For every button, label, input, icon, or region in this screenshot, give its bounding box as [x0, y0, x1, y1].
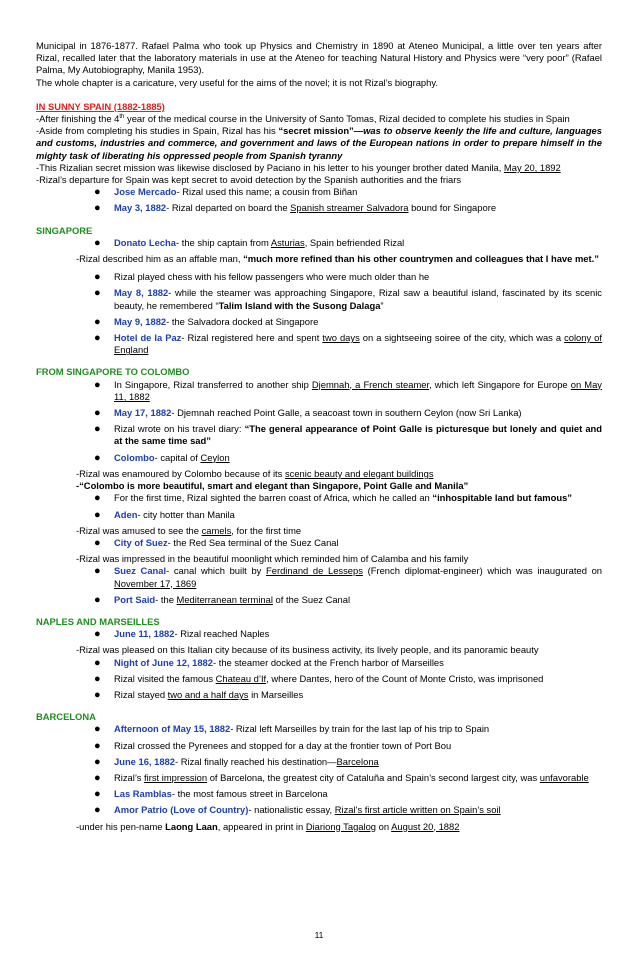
- list-item: ● Hotel de la Paz- Rizal registered here and spent two days on a sightseeing soiree of the city, which was a colony of England: [94, 332, 602, 356]
- text-line: -Rizal was enamoured by Colombo because of its scenic beauty and elegant buildings: [76, 467, 434, 479]
- bullet-list: [36, 537, 602, 549]
- text-line: -Rizal’s departure for Spain was kept secret to avoid detection by the Spanish authorities and the friars: [36, 174, 462, 186]
- bullet-list: [36, 379, 602, 464]
- list-item: ● May 9, 1882- the Salvadora docked at Singapore: [94, 315, 319, 328]
- page-number: 11: [314, 930, 324, 940]
- text-line: -under his pen-name Laong Laan, appeared in print in Diariong Tagalog on August 20, 1882: [76, 820, 460, 832]
- list-item: ● June 16, 1882- Rizal finally reached his destination—Barcelona: [94, 755, 379, 768]
- list-item: ● Rizal crossed the Pyrenees and stopped for a day at the frontier town of Port Bou: [94, 739, 452, 752]
- text-line: -“Colombo is more beautiful, smart and elegant than Singapore, Point Galle and Manila”: [76, 480, 469, 492]
- list-item: ● City of Suez- the Red Sea terminal of the Suez Canal: [94, 536, 339, 549]
- list-item: ● Rizal visited the famous Chateau d’If, where Dantes, hero of the Count of Monte Cristo, was imprisoned: [94, 672, 544, 685]
- text-line: -After finishing the 4th year of the medical course in the University of Santo Tomas, Rizal decided to complete his studies in Spain: [36, 113, 570, 125]
- list-item: ● Las Ramblas- the most famous street in Barcelona: [94, 788, 328, 801]
- list-item: ● Port Said- the Mediterranean terminal of the Suez Canal: [94, 593, 351, 606]
- list-item: ● Aden- city hotter than Manila: [94, 508, 235, 521]
- list-item: ● In Singapore, Rizal transferred to another ship Djemnah, a French steamer, which left Singapore for Europe on May 11, 1882: [94, 378, 602, 402]
- list-item: ● Suez Canal- canal which built by Ferdinand de Lesseps (French diplomat-engineer) which was inaugurated on November 17, 1869: [94, 565, 602, 589]
- list-item: ● Donato Lecha- the ship captain from Asturias, Spain befriended Rizal: [94, 236, 405, 249]
- bullet-list: [36, 628, 602, 640]
- bullet-list: [36, 237, 602, 249]
- bullet-list: [36, 723, 602, 816]
- list-item: ● Colombo- capital of Ceylon: [94, 451, 230, 464]
- section-heading-barcelona: BARCELONA: [36, 711, 96, 723]
- list-item: ● May 17, 1882- Djemnah reached Point Galle, a seacoast town in southern Ceylon (now Sri Lanka): [94, 407, 522, 420]
- list-item: ● Night of June 12, 1882- the steamer docked at the French harbor of Marseilles: [94, 656, 444, 669]
- section-heading-naples: NAPLES AND MARSEILLES: [36, 615, 160, 627]
- list-item: ● June 11, 1882- Rizal reached Naples: [94, 628, 270, 641]
- list-item: ● For the first time, Rizal sighted the barren coast of Africa, which he called an “inhospitable land but famous”: [94, 492, 572, 505]
- list-item: ● Rizal stayed two and a half days in Marseilles: [94, 688, 304, 701]
- list-item: ● May 3, 1882- Rizal departed on board the Spanish streamer Salvadora bound for Singapore: [94, 202, 497, 215]
- text-line: -This Rizalian secret mission was likewise disclosed by Paciano in his letter to his younger brother dated Manila, May 20, 1892: [36, 161, 561, 173]
- intro-paragraph: Municipal in 1876-1877. Rafael Palma who took up Physics and Chemistry in 1890 at Ateneo Municipal, a little over ten years after Rizal, recalled later that the laboratory materials in use at the Ateneo for teaching Natural History and Physics were “very poor” (Rafael Palma, My Autobiography, Manila 1953).: [36, 40, 602, 76]
- bullet-list: [36, 565, 602, 606]
- bullet-list: [36, 657, 602, 702]
- text-line: -Rizal was amused to see the camels, for the first time: [76, 524, 302, 536]
- list-item: ● Afternoon of May 15, 1882- Rizal left Marseilles by train for the last lap of his trip to Spain: [94, 723, 490, 736]
- section-heading-singapore: SINGAPORE: [36, 224, 93, 236]
- intro-paragraph-2: The whole chapter is a caricature, very useful for the aims of the novel; it is not Rizal’s biography.: [36, 76, 438, 88]
- text-line: -Aside from completing his studies in Spain, Rizal has his “secret mission”—was to observe keenly the life and culture, languages and customs, industries and commerce, and government and laws of the European nations in order to prepare himself in the mighty task of liberating his oppressed people from Spanish tyranny: [36, 125, 602, 161]
- bullet-list: [36, 186, 602, 214]
- section-heading-colombo: FROM SINGAPORE TO COLOMBO: [36, 366, 190, 378]
- list-item: ● Rizal’s first impression of Barcelona, the greatest city of Cataluña and Spain’s second largest city, was unfavorable: [94, 771, 589, 784]
- text-line: -Rizal was pleased on this Italian city because of its business activity, its lively people, and its panoramic beauty: [76, 644, 539, 656]
- bullet-list: [36, 492, 602, 520]
- list-item: ● Rizal wrote on his travel diary: “The general appearance of Point Galle is picturesque but lonely and quiet and at the same time sad”: [94, 423, 602, 447]
- list-item: ● Amor Patrio (Love of Country)- nationalistic essay, Rizal’s first article written on Spain’s soil: [94, 804, 501, 817]
- section-heading-sunny-spain: IN SUNNY SPAIN (1882-1885): [36, 100, 165, 112]
- list-item: ● May 8, 1882- while the steamer was approaching Singapore, Rizal saw a beautiful island, fascinated by its scenic beauty, he remembered “Talim Island with the Susong Dalaga”: [94, 287, 602, 311]
- text-line: -Rizal described him as an affable man, “much more refined than his other countrymen and colleagues that I have met.”: [76, 253, 599, 265]
- bullet-list: [36, 271, 602, 356]
- text-line: -Rizal was impressed in the beautiful moonlight which reminded him of Calamba and his family: [76, 553, 469, 565]
- page-content: [36, 40, 602, 833]
- list-item: ● Rizal played chess with his fellow passengers who were much older than he: [94, 271, 430, 284]
- list-item: ● Jose Mercado- Rizal used this name; a cousin from Biñan: [94, 186, 358, 199]
